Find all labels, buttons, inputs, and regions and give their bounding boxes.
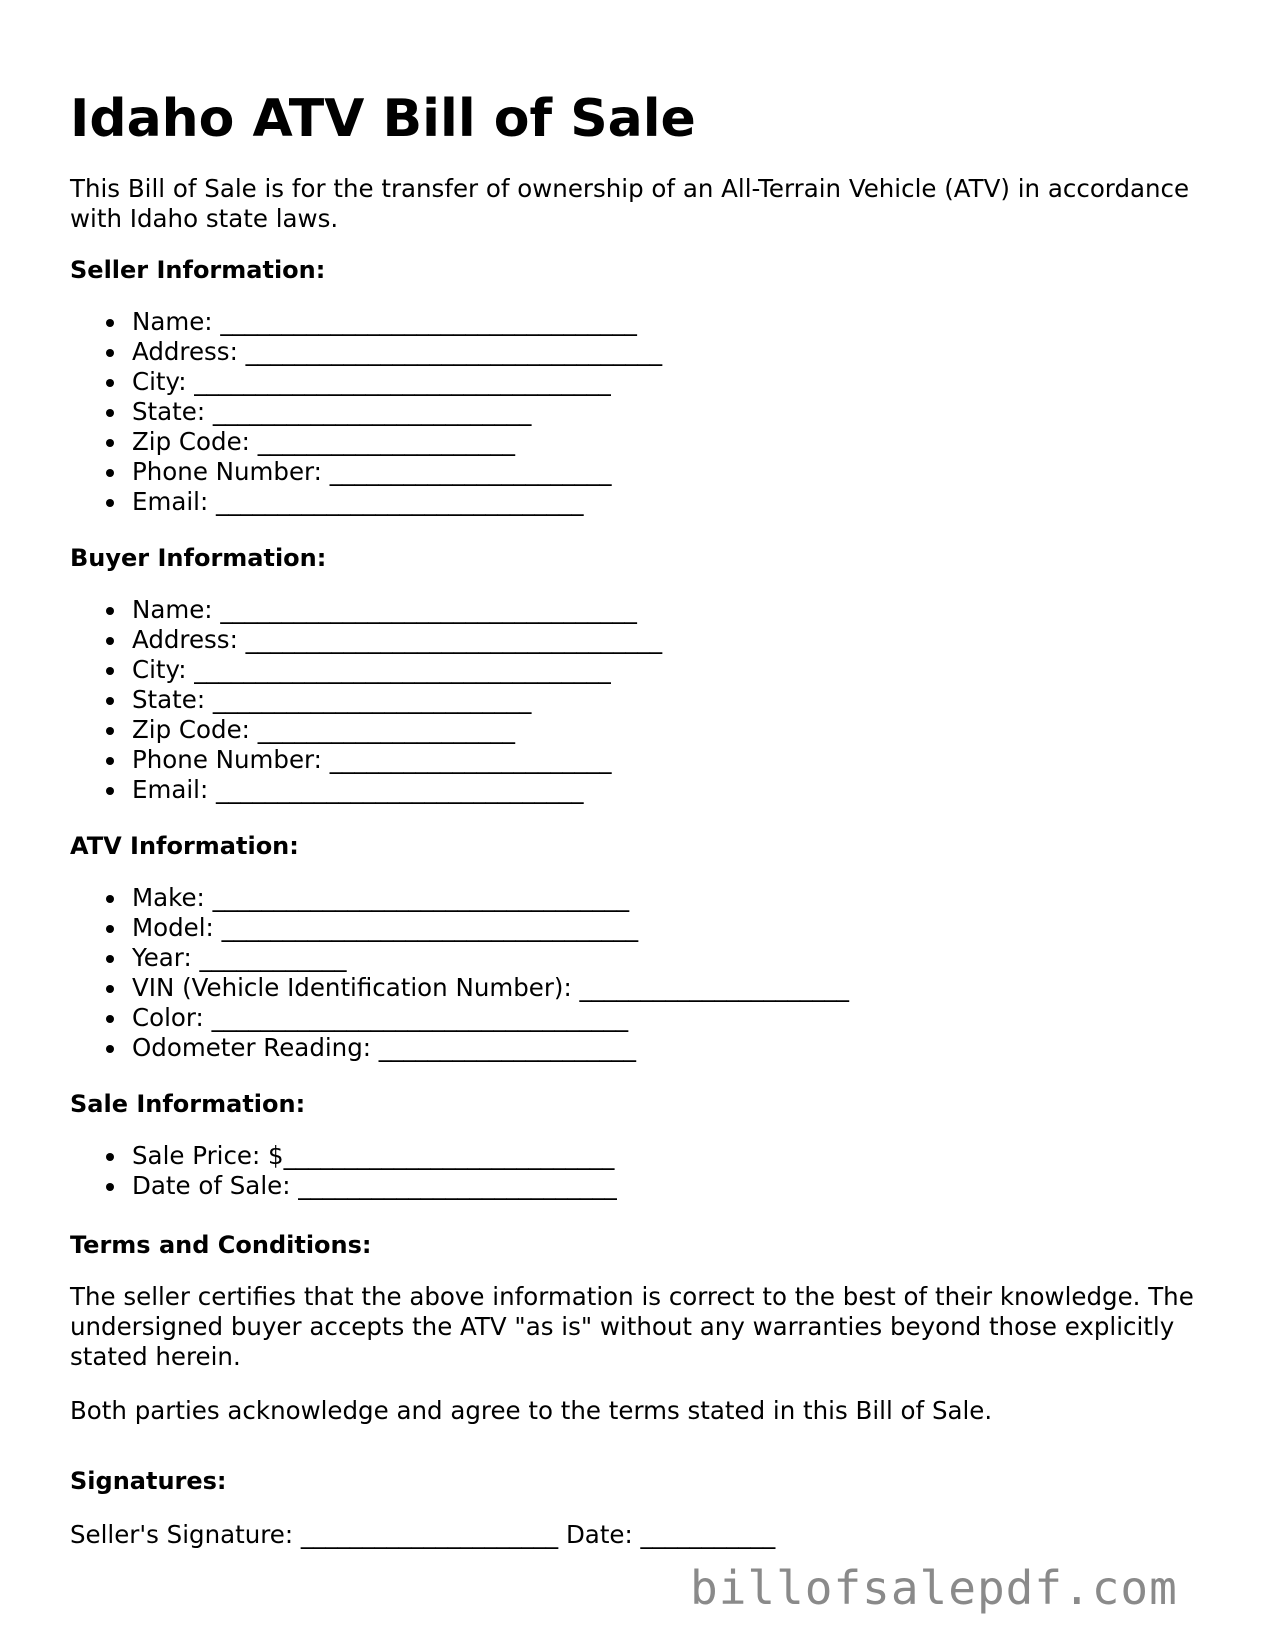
seller-signature-line: Seller's Signature: _____________________ Date: ___________ xyxy=(70,1520,776,1549)
terms-paragraph: The seller certifies that the above information is correct to the best of their knowledge. The undersigned buyer accepts the ATV "as is" without any warranties beyond those explicitly stated herein. xyxy=(70,1282,1194,1371)
sale-date-field: Date of Sale: __________________________ xyxy=(70,1171,617,1201)
seller-email-field: Email: ______________________________ xyxy=(70,487,662,517)
seller-heading: Seller Information: xyxy=(70,256,326,284)
seller-address-field: Address: __________________________________ xyxy=(70,337,662,367)
atv-vin-field: VIN (Vehicle Identification Number): ______________________ xyxy=(70,973,849,1003)
atv-heading: ATV Information: xyxy=(70,832,299,860)
seller-city-field: City: __________________________________ xyxy=(70,367,662,397)
buyer-email-field: Email: ______________________________ xyxy=(70,775,662,805)
atv-fields xyxy=(70,883,849,1063)
seller-phone-field: Phone Number: _______________________ xyxy=(70,457,662,487)
sale-price-field: Sale Price: $___________________________ xyxy=(70,1141,617,1171)
terms-heading: Terms and Conditions: xyxy=(70,1231,372,1259)
buyer-zip-field: Zip Code: _____________________ xyxy=(70,715,662,745)
buyer-name-field: Name: __________________________________ xyxy=(70,595,662,625)
buyer-fields xyxy=(70,595,662,805)
buyer-state-field: State: __________________________ xyxy=(70,685,662,715)
seller-name-field: Name: __________________________________ xyxy=(70,307,662,337)
buyer-phone-field: Phone Number: _______________________ xyxy=(70,745,662,775)
buyer-heading: Buyer Information: xyxy=(70,544,327,572)
acknowledgement-paragraph: Both parties acknowledge and agree to the terms stated in this Bill of Sale. xyxy=(70,1396,993,1425)
atv-model-field: Model: __________________________________ xyxy=(70,913,849,943)
sale-heading: Sale Information: xyxy=(70,1090,306,1118)
seller-fields xyxy=(70,307,662,517)
buyer-city-field: City: __________________________________ xyxy=(70,655,662,685)
sale-fields xyxy=(70,1141,617,1201)
watermark-text: billofsalepdf.com xyxy=(690,1561,1178,1615)
signatures-heading: Signatures: xyxy=(70,1467,227,1495)
seller-zip-field: Zip Code: _____________________ xyxy=(70,427,662,457)
buyer-address-field: Address: __________________________________ xyxy=(70,625,662,655)
atv-year-field: Year: ____________ xyxy=(70,943,849,973)
seller-state-field: State: __________________________ xyxy=(70,397,662,427)
document-title: Idaho ATV Bill of Sale xyxy=(70,89,696,149)
atv-make-field: Make: __________________________________ xyxy=(70,883,849,913)
intro-paragraph: This Bill of Sale is for the transfer of ownership of an All-Terrain Vehicle (ATV) in accordance with Idaho state laws. xyxy=(70,174,1190,233)
atv-odometer-field: Odometer Reading: _____________________ xyxy=(70,1033,849,1063)
atv-color-field: Color: __________________________________ xyxy=(70,1003,849,1033)
